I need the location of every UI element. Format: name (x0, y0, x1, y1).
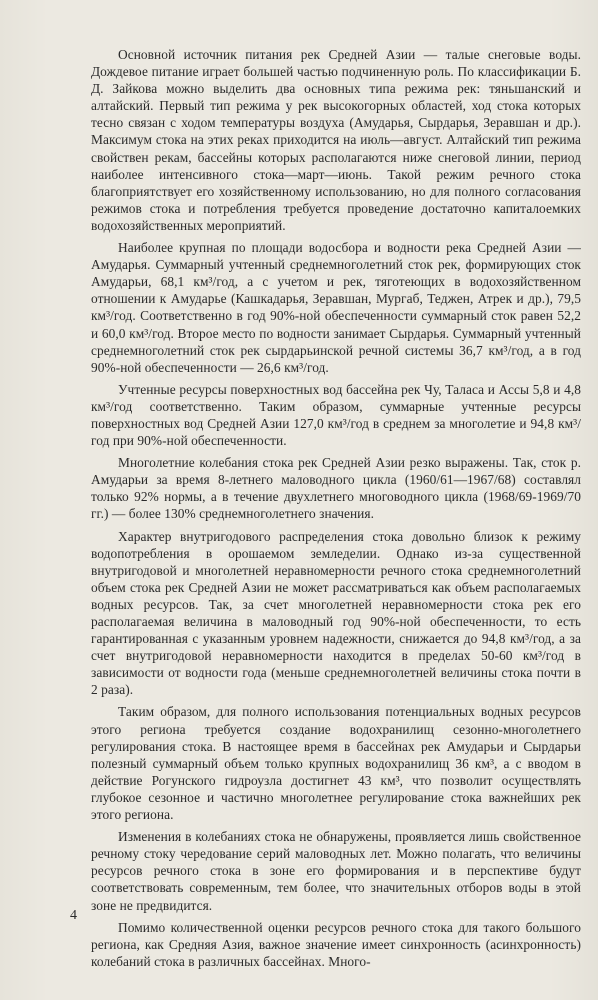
paragraph-3: Учтенные ресурсы поверхностных вод бассейна рек Чу, Таласа и Ассы 5,8 и 4,8 км³/год соответственно. Таким образом, суммарные учтенные ресурсы поверхностных вод Средней Азии 127,0 км³/год в среднем за многолетие и 94,8 км³/год при 90%-ной обеспеченности. (91, 381, 581, 449)
body-text (91, 46, 581, 970)
paragraph-5: Характер внутригодового распределения стока довольно близок к режиму водопотребления в орошаемом земледелии. Однако из-за существенной внутригодовой и многолетней неравномерности речного стока среднемноголетний объем стока рек Средней Азии не может рассматриваться как объем располагаемых водных ресурсов. Так, за счет многолетней неравномерности стока рек его располагаемая величина в маловодный год 90%-ной обеспеченности, то есть гарантированная с указанным уровнем надежности, снижается до 94,8 км³/год, а за счет внутригодовой неравномерности находится в пределах 50-60 км³/год в зависимости от водности года (меньше среднемноголетней величины стока почти в 2 раза). (91, 528, 581, 698)
paragraph-4: Многолетние колебания стока рек Средней Азии резко выражены. Так, сток р. Амударьи за время 8-летнего маловодного цикла (1960/61—1967/68) составлял только 92% нормы, а в течение двухлетнего многоводного цикла (1968/69-1969/70 гг.) — более 130% среднемноголетнего значения. (91, 455, 581, 522)
page-number: 4 (70, 908, 77, 923)
paragraph-7: Изменения в колебаниях стока не обнаружены, проявляется лишь свойственное речному стоку чередование серий маловодных лет. Можно полагать, что величины ресурсов речного стока в зоне его формирования и в перспективе будут соответствовать современным, тем более, что значительных отборов воды в этой зоне не предвидится. (91, 829, 581, 913)
paragraph-6: Таким образом, для полного использования потенциальных водных ресурсов этого региона требуется создание водохранилищ сезонно-многолетнего регулирования стока. В настоящее время в бассейнах рек Амударьи и Сырдарьи полезный суммарный объем только крупных водохранилищ 36 км³, а с вводом в действие Рогунского гидроузла достигнет 43 км³, что позволит осуществлять глубокое сезонное и частично многолетнее регулирование стока важнейших рек этого региона. (91, 704, 581, 823)
paragraph-1: Основной источник питания рек Средней Азии — талые снеговые воды. Дождевое питание играет большей частью подчиненную роль. По классификации Б. Д. Зайкова можно выделить два основных типа режима рек: тяньшанский и алтайский. Первый тип режима у рек высокогорных областей, ход стока которых тесно связан с ходом температуры воздуха (Амударья, Сырдарья, Зеравшан и др.). Максимум стока на этих реках приходится на июль—август. Алтайский тип режима свойствен рекам, бассейны которых располагаются ниже снеговой линии, период наиболее интенсивного стока—март—июнь. Такой режим речного стока благоприятствует его хозяйственному использованию, но для полного согласования режимов стока и потребления требуется проведение достаточно капиталоемких водохозяйственных мероприятий. (91, 47, 581, 233)
paragraph-2: Наиболее крупная по площади водосбора и водности река Средней Азии — Амударья. Суммарный учтенный среднемноголетний сток рек, формирующих сток Амударьи, 68,1 км³/год, а с учетом и рек, тяготеющих в водохозяйственном отношении к Амударье (Кашкадарья, Зеравшан, Мургаб, Теджен, Атрек и др.), 79,5 км³/год. Соответственно в год 90%-ной обеспеченности суммарный сток равен 52,2 и 60,0 км³/год. Второе место по водности занимает Сырдарья. Суммарный учтенный среднемноголетний сток рек сырдарьинской речной системы 36,7 км³/год, а в год 90%-ной обеспеченности — 26,6 км³/год. (91, 240, 581, 375)
paragraph-8: Помимо количественной оценки ресурсов речного стока для такого большого региона, как Средняя Азия, важное значение имеет синхронность (асинхронность) колебаний стока в различных бассейнах. Много- (91, 919, 581, 969)
